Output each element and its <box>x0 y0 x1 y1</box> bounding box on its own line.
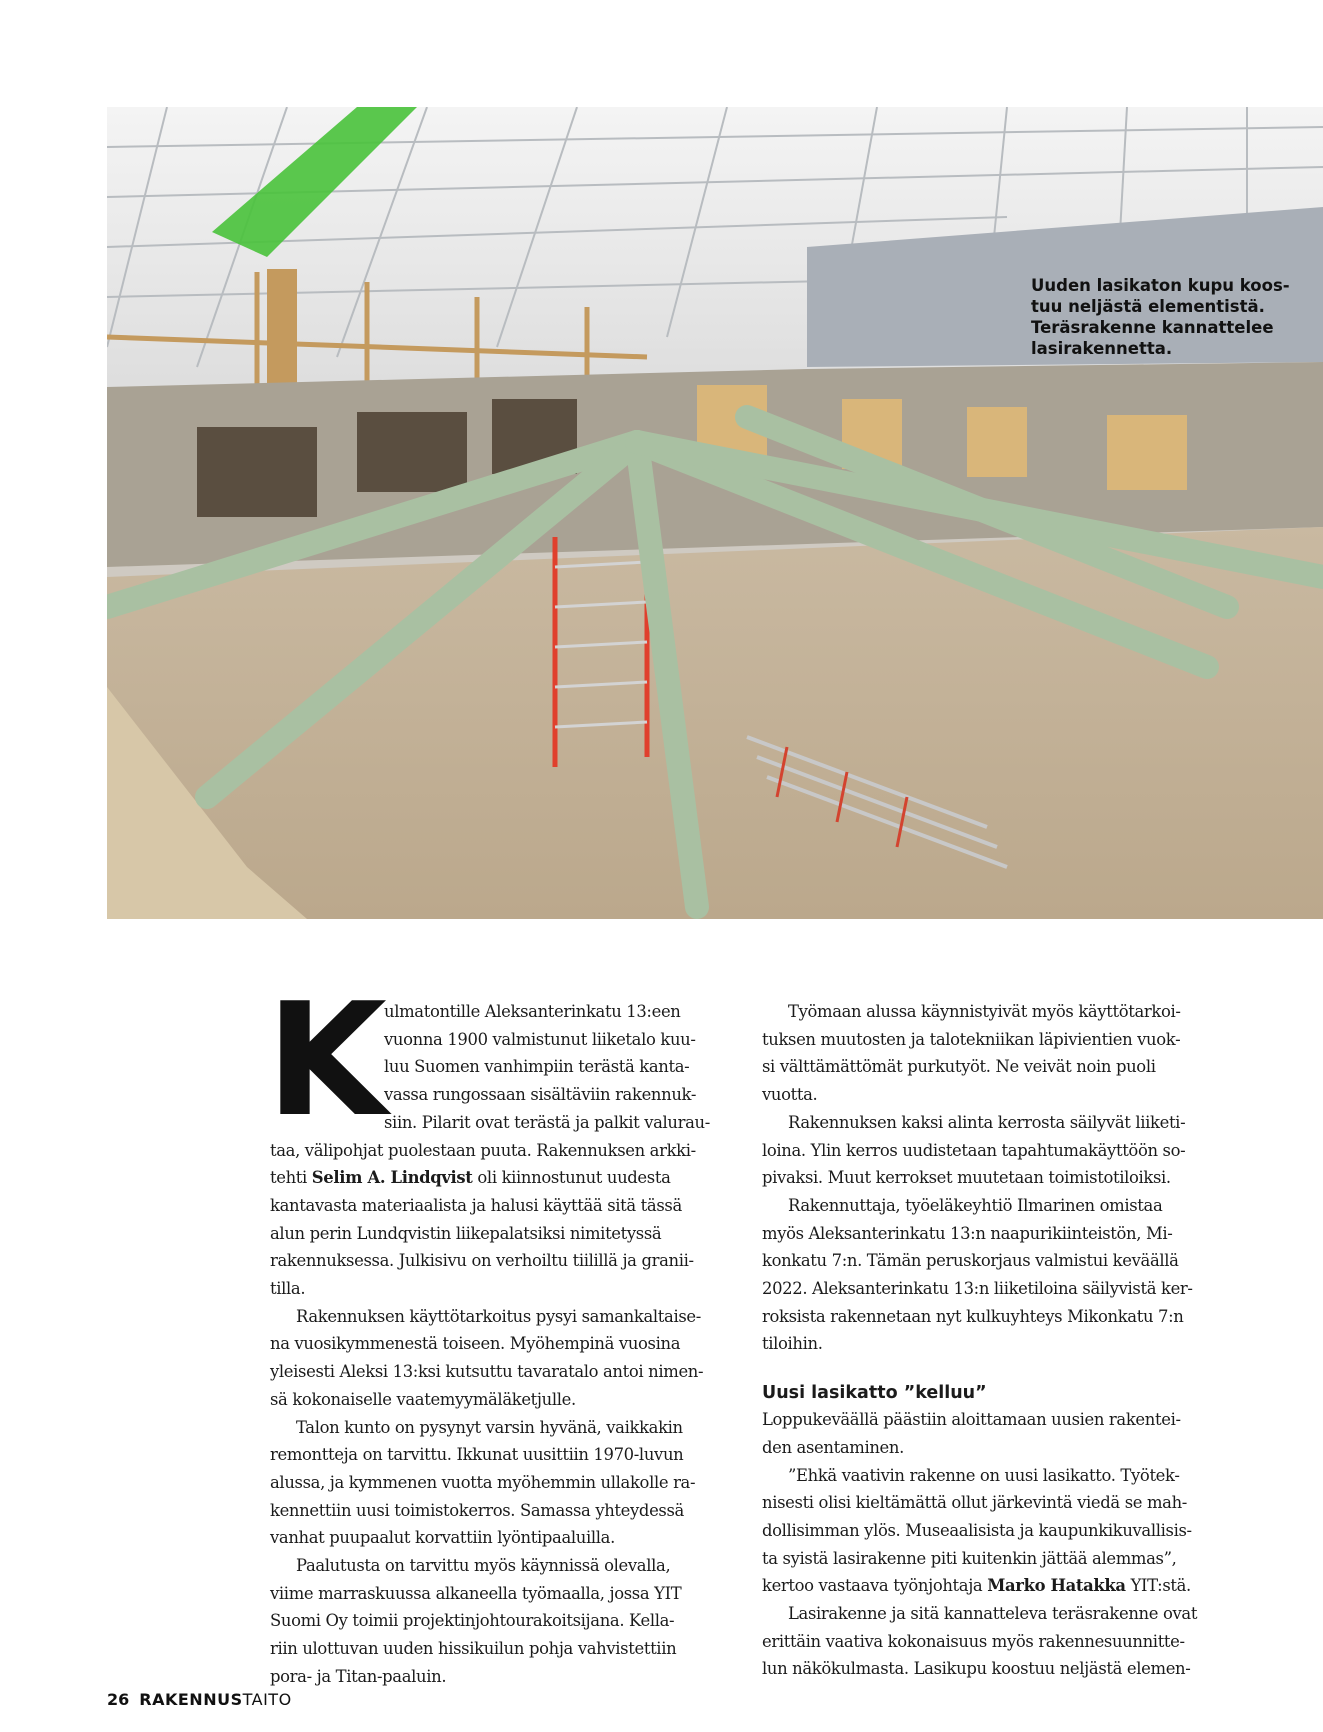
text-line: remontteja on tarvittu. Ikkunat uusittiin 1970-luvun <box>270 1445 684 1465</box>
text-line <box>270 1164 750 1192</box>
text-line: yleisesti Aleksi 13:ksi kutsuttu tavaratalo antoi nimen- <box>270 1362 704 1382</box>
text-line: loina. Ylin kerros uudistetaan tapahtumakäyttöön so- <box>762 1140 1186 1160</box>
text-line: vanhat puupaalut korvattiin lyöntipaaluilla. <box>270 1528 615 1548</box>
text-line: na vuosikymmenestä toiseen. Myöhempinä vuosina <box>270 1334 681 1354</box>
text-line: Paalutusta on tarvittu myös käynnissä olevalla, <box>296 1556 671 1576</box>
text-line: den asentaminen. <box>762 1437 904 1457</box>
section-subheading: Uusi lasikatto ”kelluu” <box>762 1383 987 1404</box>
magazine-name-bold: RAKENNUS <box>139 1690 243 1709</box>
text-line <box>762 1572 1242 1600</box>
text-line: vuonna 1900 valmistunut liiketalo kuu- <box>384 1029 696 1049</box>
text-line: ulmatontille Aleksanterinkatu 13:een <box>384 1002 681 1021</box>
text-line: Talon kunto on pysynyt varsin hyvänä, vaikkakin <box>296 1417 683 1437</box>
text-line: riin ulottuvan uuden hissikuilun pohja vahvistettiin <box>270 1639 677 1659</box>
text-line: tuksen muutosten ja talotekniikan läpivientien vuok- <box>762 1029 1181 1049</box>
text-line: vuotta. <box>762 1085 818 1105</box>
text-line: luu Suomen vanhimpiin terästä kanta- <box>384 1057 690 1077</box>
text-line: vassa rungossaan sisältäviin rakennuk- <box>384 1085 697 1105</box>
text-segment: tehti <box>270 1168 312 1188</box>
text-line: konkatu 7:n. Tämän peruskorjaus valmistui keväällä <box>762 1251 1179 1271</box>
text-line: erittäin vaativa kokonaisuus myös rakennesuunnitte- <box>762 1631 1185 1651</box>
text-line: nisesti olisi kieltämättä ollut järkevintä viedä se mah- <box>762 1493 1187 1513</box>
text-line: rakennuksessa. Julkisivu on verhoiltu tiilillä ja granii- <box>270 1251 694 1271</box>
caption-line: lasirakennetta. <box>1031 339 1173 358</box>
text-line: pivaksi. Muut kerrokset muutetaan toimistotiloiksi. <box>762 1168 1171 1188</box>
text-line: tilla. <box>270 1279 306 1299</box>
text-line: dollisimman ylös. Museaalisista ja kaupunkikuvallisis- <box>762 1520 1192 1540</box>
text-line: ta syistä lasirakenne piti kuitenkin jättää alemmas”, <box>762 1548 1177 1568</box>
text-line: Loppukeväällä päästiin aloittamaan uusien rakentei- <box>762 1410 1181 1430</box>
text-line: kennettiin uusi toimistokerros. Samassa yhteydessä <box>270 1500 684 1520</box>
text-line: Rakennuksen kaksi alinta kerrosta säilyvät liiketi- <box>788 1112 1186 1132</box>
article-column-left <box>270 998 750 1691</box>
photo-caption <box>1031 275 1290 359</box>
magazine-name-light: TAITO <box>242 1690 292 1709</box>
text-line: Suomi Oy toimii projektinjohtourakoitsijana. Kella- <box>270 1611 675 1631</box>
text-line: pora- ja Titan-paaluin. <box>270 1666 447 1686</box>
text-line: taa, välipohjat puolestaan puuta. Rakennuksen arkki- <box>270 1140 696 1160</box>
text-line: myös Aleksanterinkatu 13:n naapurikiinteistön, Mi- <box>762 1223 1173 1243</box>
text-line: roksista rakennetaan nyt kulkuyhteys Mikonkatu 7:n <box>762 1306 1184 1326</box>
page-footer <box>107 1690 292 1709</box>
text-line: Rakennuksen käyttötarkoitus pysyi samankaltaise- <box>296 1306 701 1326</box>
text-segment: oli kiinnostunut uudesta <box>472 1168 671 1188</box>
text-segment: YIT:stä. <box>1125 1576 1191 1596</box>
caption-line: Uuden lasikaton kupu koos- <box>1031 276 1290 295</box>
person-name: Selim A. Lindqvist <box>311 1168 473 1188</box>
text-line: ”Ehkä vaativin rakenne on uusi lasikatto. Työtek- <box>788 1465 1180 1485</box>
text-line: lun näkökulmasta. Lasikupu koostuu neljästä elemen- <box>762 1659 1191 1679</box>
caption-line: tuu neljästä elementistä. <box>1031 297 1265 316</box>
text-line: siin. Pilarit ovat terästä ja palkit valurau- <box>384 1112 710 1132</box>
construction-site-image <box>107 107 1323 919</box>
text-line: Työmaan alussa käynnistyivät myös käyttötarkoi- <box>788 1002 1181 1021</box>
text-segment: kertoo vastaava työnjohtaja <box>762 1576 988 1596</box>
construction-photo <box>107 107 1323 919</box>
drop-cap: K <box>266 969 387 1151</box>
text-line: alun perin Lundqvistin liikepalatsiksi nimitetyssä <box>270 1223 662 1243</box>
page-number: 26 <box>107 1690 130 1709</box>
person-name: Marko Hatakka <box>987 1576 1126 1596</box>
text-line: si välttämättömät purkutyöt. Ne veivät noin puoli <box>762 1057 1156 1077</box>
caption-line: Teräsrakenne kannattelee <box>1031 318 1274 337</box>
text-line: viime marraskuussa alkaneella työmaalla, jossa YIT <box>270 1583 682 1603</box>
text-line: alussa, ja kymmenen vuotta myöhemmin ullakolle ra- <box>270 1472 696 1492</box>
text-line: Lasirakenne ja sitä kannatteleva teräsrakenne ovat <box>788 1604 1198 1624</box>
text-line: 2022. Aleksanterinkatu 13:n liiketiloina säilyvistä ker- <box>762 1279 1193 1299</box>
text-line: Rakennuttaja, työeläkeyhtiö Ilmarinen omistaa <box>788 1195 1163 1215</box>
text-line: kantavasta materiaalista ja halusi käyttää sitä tässä <box>270 1195 682 1215</box>
text-line: sä kokonaiselle vaatemyymäläketjulle. <box>270 1389 576 1409</box>
article-column-right <box>762 998 1242 1683</box>
text-line: tiloihin. <box>762 1334 823 1354</box>
